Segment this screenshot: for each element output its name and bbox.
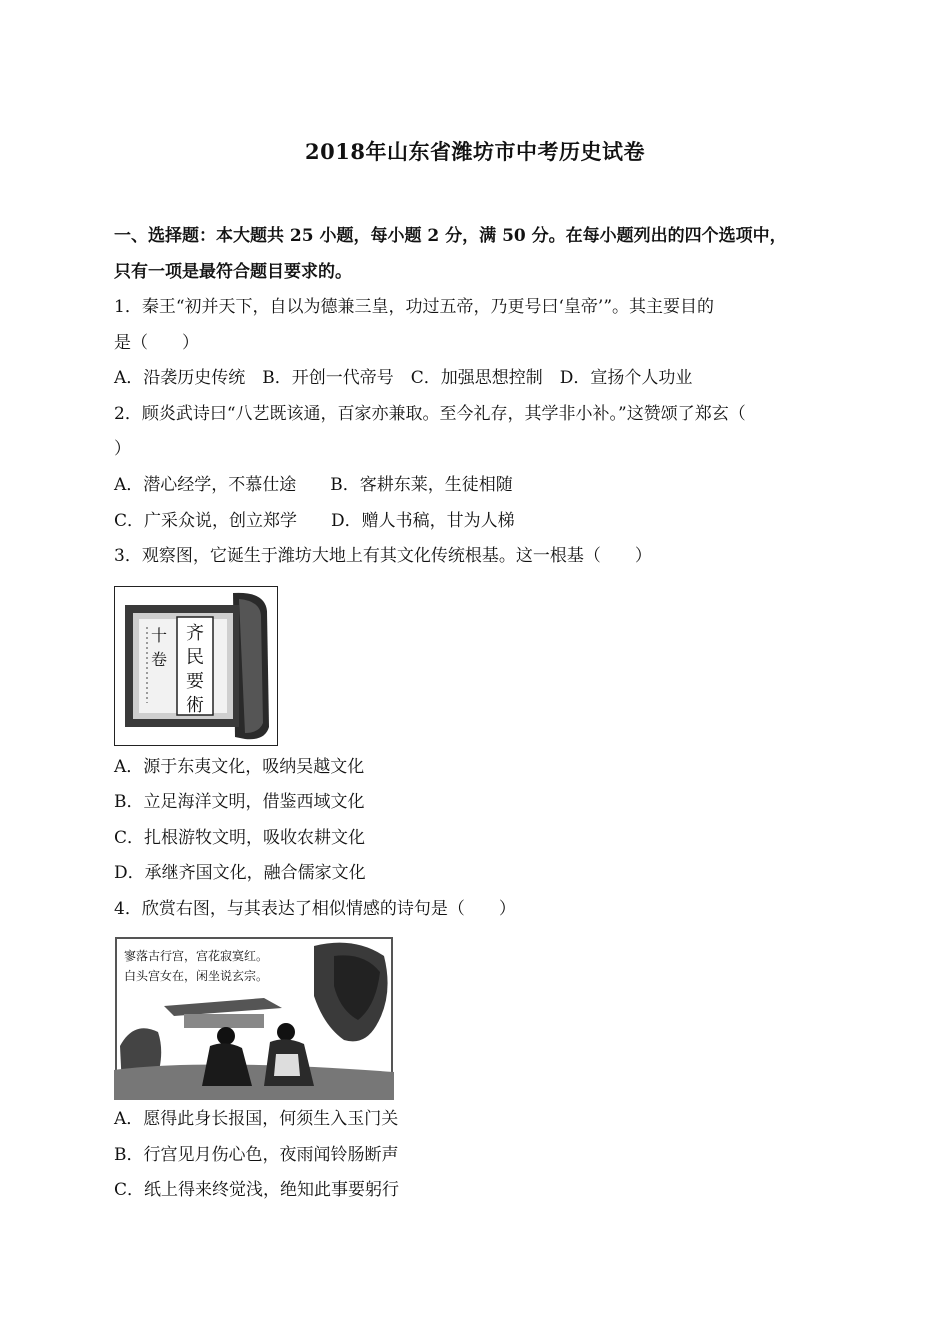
book-title-char-2: 民 xyxy=(186,647,204,668)
q3-option-d: D．承继齐国文化，融合儒家文化 xyxy=(114,863,366,883)
book-illustration xyxy=(115,587,277,745)
q4-option-a: A．愿得此身长报国，何须生入玉门关 xyxy=(114,1109,399,1129)
section-heading-line-1: 一、选择题：本大题共 25 小题，每小题 2 分，满 50 分。在每小题列出的四个选项中， xyxy=(114,226,787,246)
q3-stem: 3．观察图，它诞生于潍坊大地上有其文化传统根基。这一根基（ ） xyxy=(114,546,652,566)
q2-options-line-1: A．潜心经学，不慕仕途 B．客耕东莱，生徒相随 xyxy=(114,475,513,495)
q3-option-c: C．扎根游牧文明，吸收农耕文化 xyxy=(114,828,366,848)
section-heading-line-2: 只有一项是最符合题目要求的。 xyxy=(114,262,352,282)
book-title-char-1: 齐 xyxy=(186,623,204,644)
q2-options-line-2: C．广采众说，创立郑学 D．赠人书稿，甘为人梯 xyxy=(114,511,515,531)
q1-options: A．沿袭历史传统 B．开创一代帝号 C．加强思想控制 D．宣扬个人功业 xyxy=(114,368,693,388)
q3-option-a: A．源于东夷文化，吸纳吴越文化 xyxy=(114,757,365,777)
q4-option-b: B．行宫见月伤心色，夜雨闻铃肠断声 xyxy=(114,1145,399,1165)
q2-stem-line-2: ） xyxy=(114,439,131,459)
palace-painting-illustration xyxy=(114,936,394,1100)
q3-book-figure xyxy=(114,586,278,746)
book-side-char-2: 卷 xyxy=(150,650,168,669)
poem-line-1: 寥落古行宫，宫花寂寞红。 xyxy=(124,949,269,963)
q4-painting-figure xyxy=(114,936,394,1100)
book-title-char-4: 術 xyxy=(186,695,204,716)
book-side-char-1: 十 xyxy=(150,626,168,645)
q2-stem-line-1: 2．顾炎武诗曰“八艺既该通，百家亦兼取。至今礼存，其学非小补。”这赞颂了郑玄（ xyxy=(114,404,746,424)
poem-line-2: 白头宫女在，闲坐说玄宗。 xyxy=(124,969,269,983)
page-title: 2018年山东省潍坊市中考历史试卷 xyxy=(305,139,645,164)
q3-option-b: B．立足海洋文明，借鉴西域文化 xyxy=(114,792,365,812)
book-title-char-3: 要 xyxy=(186,671,204,692)
q4-option-c: C．纸上得来终觉浅，绝知此事要躬行 xyxy=(114,1180,400,1200)
q1-stem-line-1: 1．秦王“初并天下，自以为德兼三皇，功过五帝，乃更号曰‘皇帝’”。其主要目的 xyxy=(114,297,715,317)
q1-stem-line-2: 是（ ） xyxy=(114,333,199,353)
q4-stem: 4．欣赏右图，与其表达了相似情感的诗句是（ ） xyxy=(114,899,516,919)
